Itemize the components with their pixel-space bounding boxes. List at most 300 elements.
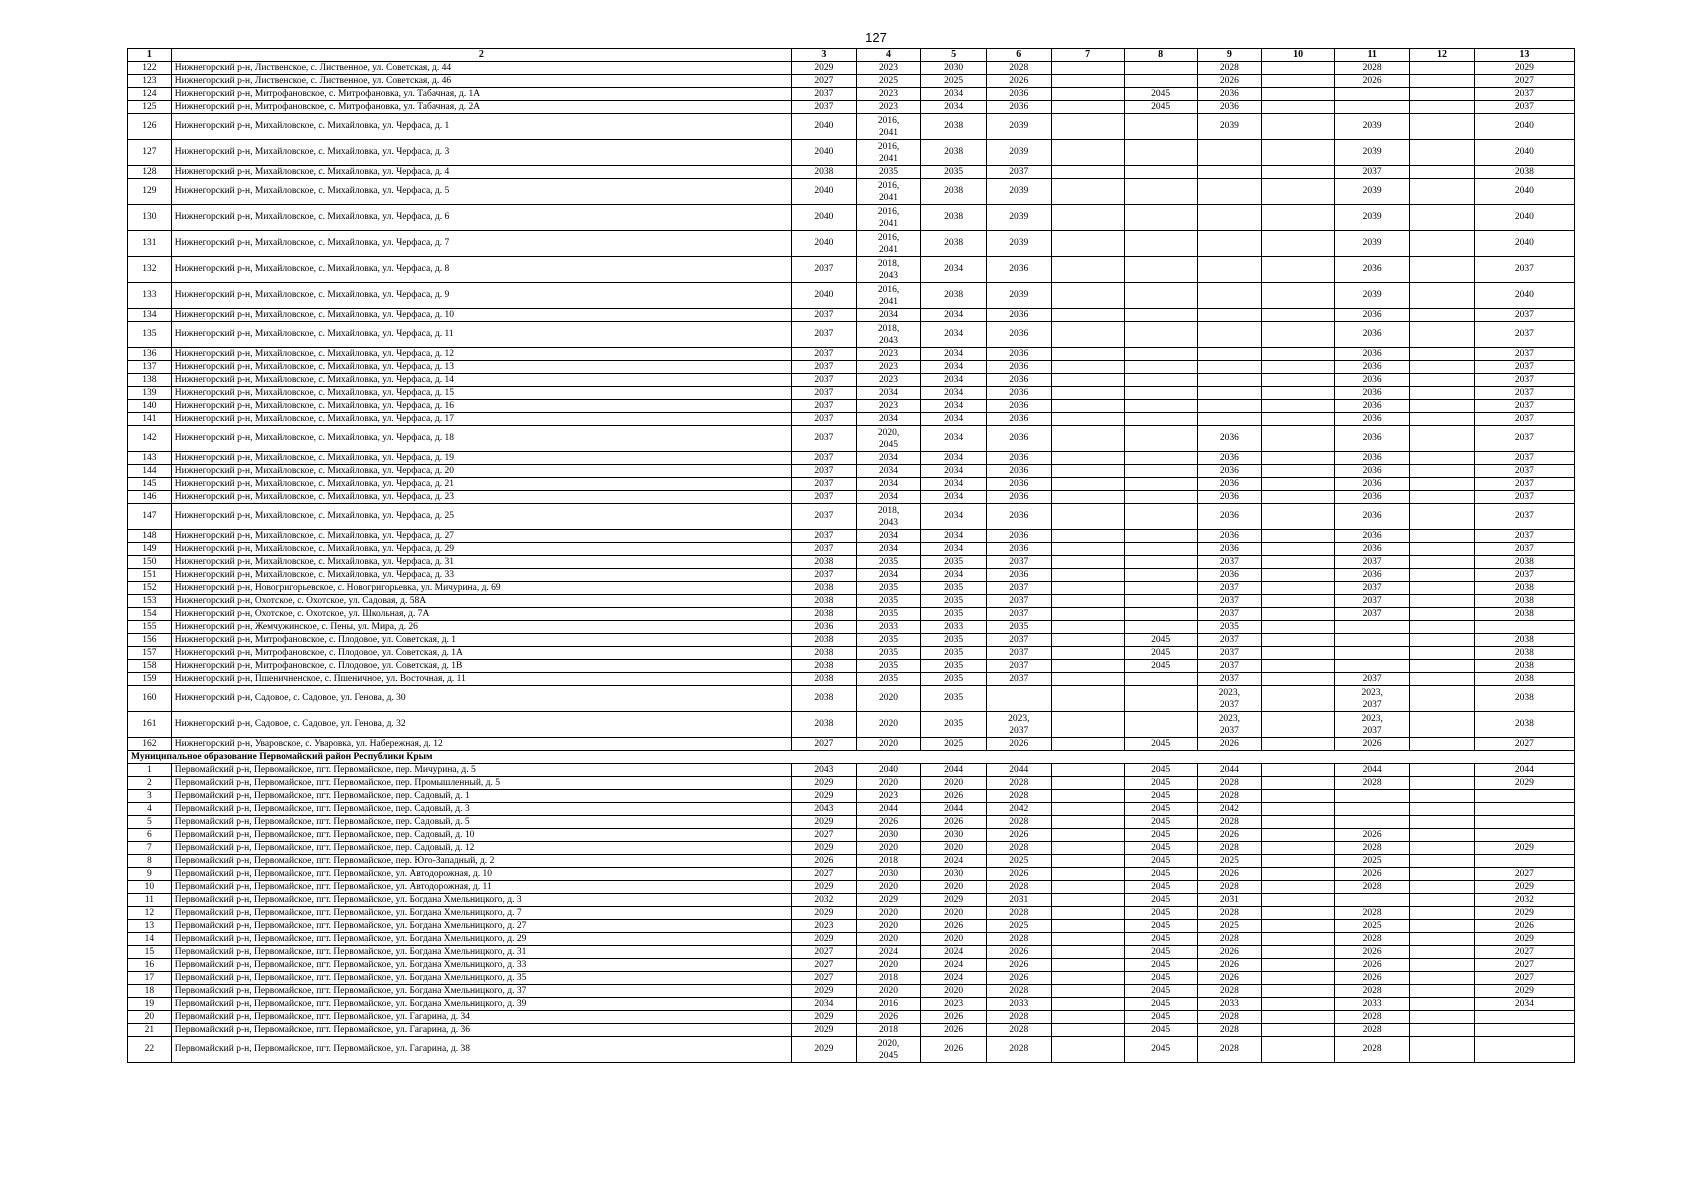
- year-cell-c8: [1124, 530, 1197, 543]
- year-cell-c3: 2037: [792, 543, 857, 556]
- year-cell-c11: 2039: [1335, 140, 1410, 166]
- year-cell-c9: [1197, 166, 1262, 179]
- year-cell-c7: [1051, 478, 1124, 491]
- row-number: 146: [128, 491, 172, 504]
- year-cell-c5: 2034: [921, 374, 987, 387]
- year-cell-c9: [1197, 179, 1262, 205]
- year-cell-c13: 2029: [1474, 985, 1574, 998]
- year-cell-c11: [1335, 894, 1410, 907]
- year-cell-c6: 2036: [986, 101, 1051, 114]
- year-cell-c10: [1262, 400, 1335, 413]
- address-cell: Первомайский р-н, Первомайское, пгт. Первомайское, ул. Богдана Хмельницкого, д. 39: [171, 998, 791, 1011]
- year-cell-c10: [1262, 816, 1335, 829]
- year-cell-c4: 2023: [856, 374, 921, 387]
- year-cell-c10: [1262, 1024, 1335, 1037]
- year-cell-c6: 2036: [986, 322, 1051, 348]
- year-cell-c8: [1124, 309, 1197, 322]
- table-row: [128, 387, 1575, 400]
- year-cell-c7: [1051, 634, 1124, 647]
- row-number: 16: [128, 959, 172, 972]
- column-header-13: 13: [1474, 49, 1574, 62]
- year-cell-c12: [1410, 361, 1475, 374]
- year-cell-c10: [1262, 569, 1335, 582]
- year-cell-c10: [1262, 179, 1335, 205]
- year-cell-c13: 2037: [1474, 569, 1574, 582]
- address-cell: Первомайский р-н, Первомайское, пгт. Первомайское, пер. Садовый, д. 3: [171, 803, 791, 816]
- year-cell-c10: [1262, 361, 1335, 374]
- address-cell: Нижнегорский р-н, Михайловское, с. Михайловка, ул. Черфаса, д. 16: [171, 400, 791, 413]
- year-cell-c8: [1124, 543, 1197, 556]
- year-cell-c9: 2042: [1197, 803, 1262, 816]
- year-cell-c4: 2044: [856, 803, 921, 816]
- year-cell-c13: 2040: [1474, 231, 1574, 257]
- year-cell-c7: [1051, 465, 1124, 478]
- year-cell-c6: 2028: [986, 985, 1051, 998]
- year-cell-c10: [1262, 790, 1335, 803]
- year-cell-c9: 2036: [1197, 465, 1262, 478]
- year-cell-c6: 2036: [986, 452, 1051, 465]
- year-cell-c4: 2034: [856, 543, 921, 556]
- address-cell: Первомайский р-н, Первомайское, пгт. Первомайское, пер. Садовый, д. 1: [171, 790, 791, 803]
- year-cell-c5: 2024: [921, 959, 987, 972]
- year-cell-c5: 2034: [921, 88, 987, 101]
- year-cell-c4: 2035: [856, 647, 921, 660]
- year-cell-c10: [1262, 673, 1335, 686]
- year-cell-c3: 2029: [792, 881, 857, 894]
- year-cell-c5: 2020: [921, 907, 987, 920]
- year-cell-c4: 2016, 2041: [856, 231, 921, 257]
- year-cell-c3: 2027: [792, 959, 857, 972]
- year-cell-c12: [1410, 790, 1475, 803]
- year-cell-c10: [1262, 413, 1335, 426]
- year-cell-c5: 2034: [921, 257, 987, 283]
- year-cell-c7: [1051, 101, 1124, 114]
- year-cell-c5: 2034: [921, 491, 987, 504]
- address-cell: Нижнегорский р-н, Михайловское, с. Михайловка, ул. Черфаса, д. 21: [171, 478, 791, 491]
- year-cell-c10: [1262, 62, 1335, 75]
- table-row: [128, 842, 1575, 855]
- year-cell-c6: 2026: [986, 829, 1051, 842]
- year-cell-c9: [1197, 348, 1262, 361]
- year-cell-c8: [1124, 413, 1197, 426]
- row-number: 128: [128, 166, 172, 179]
- year-cell-c8: [1124, 712, 1197, 738]
- address-cell: Первомайский р-н, Первомайское, пгт. Первомайское, пер. Юго-Западный, д. 2: [171, 855, 791, 868]
- address-cell: Нижнегорский р-н, Митрофановское, с. Плодовое, ул. Советская, д. 1: [171, 634, 791, 647]
- year-cell-c6: 2028: [986, 881, 1051, 894]
- year-cell-c6: 2036: [986, 413, 1051, 426]
- year-cell-c3: 2043: [792, 803, 857, 816]
- year-cell-c5: 2038: [921, 140, 987, 166]
- year-cell-c6: 2037: [986, 608, 1051, 621]
- year-cell-c10: [1262, 660, 1335, 673]
- year-cell-c11: 2036: [1335, 374, 1410, 387]
- year-cell-c7: [1051, 452, 1124, 465]
- year-cell-c4: 2034: [856, 465, 921, 478]
- column-header-1: 1: [128, 49, 172, 62]
- year-cell-c6: 2028: [986, 842, 1051, 855]
- year-cell-c9: 2026: [1197, 868, 1262, 881]
- year-cell-c13: 2038: [1474, 660, 1574, 673]
- address-cell: Первомайский р-н, Первомайское, пгт. Первомайское, ул. Богдана Хмельницкого, д. 37: [171, 985, 791, 998]
- row-number: 22: [128, 1037, 172, 1063]
- year-cell-c7: [1051, 140, 1124, 166]
- year-cell-c3: 2029: [792, 1024, 857, 1037]
- year-cell-c7: [1051, 491, 1124, 504]
- year-cell-c10: [1262, 543, 1335, 556]
- year-cell-c8: [1124, 504, 1197, 530]
- year-cell-c5: 2035: [921, 647, 987, 660]
- year-cell-c12: [1410, 764, 1475, 777]
- address-cell: Нижнегорский р-н, Охотское, с. Охотское, ул. Школьная, д. 7А: [171, 608, 791, 621]
- year-cell-c12: [1410, 582, 1475, 595]
- year-cell-c5: 2035: [921, 712, 987, 738]
- year-cell-c6: 2039: [986, 114, 1051, 140]
- year-cell-c7: [1051, 608, 1124, 621]
- year-cell-c13: 2040: [1474, 179, 1574, 205]
- year-cell-c3: 2027: [792, 738, 857, 751]
- year-cell-c5: 2034: [921, 530, 987, 543]
- year-cell-c3: 2037: [792, 452, 857, 465]
- row-number: 145: [128, 478, 172, 491]
- year-cell-c10: [1262, 933, 1335, 946]
- year-cell-c5: 2026: [921, 1037, 987, 1063]
- year-cell-c4: 2035: [856, 634, 921, 647]
- year-cell-c6: 2042: [986, 803, 1051, 816]
- header-row: [128, 49, 1575, 62]
- year-cell-c11: 2028: [1335, 881, 1410, 894]
- table-row: [128, 426, 1575, 452]
- address-cell: Нижнегорский р-н, Михайловское, с. Михайловка, ул. Черфаса, д. 19: [171, 452, 791, 465]
- year-cell-c6: 2036: [986, 257, 1051, 283]
- year-cell-c13: 2038: [1474, 634, 1574, 647]
- row-number: 2: [128, 777, 172, 790]
- year-cell-c8: [1124, 140, 1197, 166]
- year-cell-c13: 2037: [1474, 413, 1574, 426]
- year-cell-c4: 2034: [856, 413, 921, 426]
- address-cell: Нижнегорский р-н, Митрофановское, с. Митрофановка, ул. Табачная, д. 2А: [171, 101, 791, 114]
- year-cell-c6: 2037: [986, 634, 1051, 647]
- year-cell-c8: [1124, 387, 1197, 400]
- year-cell-c10: [1262, 452, 1335, 465]
- year-cell-c7: [1051, 621, 1124, 634]
- year-cell-c11: 2037: [1335, 556, 1410, 569]
- year-cell-c12: [1410, 816, 1475, 829]
- year-cell-c11: 2037: [1335, 166, 1410, 179]
- year-cell-c5: 2026: [921, 1024, 987, 1037]
- year-cell-c8: 2045: [1124, 660, 1197, 673]
- year-cell-c5: 2026: [921, 816, 987, 829]
- year-cell-c4: 2018, 2043: [856, 322, 921, 348]
- year-cell-c5: 2034: [921, 543, 987, 556]
- year-cell-c3: 2029: [792, 62, 857, 75]
- table-row: [128, 998, 1575, 1011]
- year-cell-c11: [1335, 660, 1410, 673]
- address-cell: Нижнегорский р-н, Уваровское, с. Уваровка, ул. Набережная, д. 12: [171, 738, 791, 751]
- column-header-7: 7: [1051, 49, 1124, 62]
- year-cell-c13: 2027: [1474, 868, 1574, 881]
- year-cell-c7: [1051, 881, 1124, 894]
- year-cell-c6: 2026: [986, 738, 1051, 751]
- year-cell-c3: 2027: [792, 868, 857, 881]
- year-cell-c3: 2029: [792, 907, 857, 920]
- year-cell-c11: 2036: [1335, 452, 1410, 465]
- year-cell-c9: 2033: [1197, 998, 1262, 1011]
- year-cell-c6: 2036: [986, 504, 1051, 530]
- row-number: 144: [128, 465, 172, 478]
- year-cell-c4: 2029: [856, 894, 921, 907]
- year-cell-c7: [1051, 530, 1124, 543]
- year-cell-c11: 2037: [1335, 595, 1410, 608]
- section-header-row: [128, 751, 1575, 764]
- year-cell-c6: 2036: [986, 374, 1051, 387]
- year-cell-c5: 2026: [921, 1011, 987, 1024]
- year-cell-c4: 2035: [856, 582, 921, 595]
- row-number: 14: [128, 933, 172, 946]
- row-number: 153: [128, 595, 172, 608]
- table-row: [128, 673, 1575, 686]
- year-cell-c9: 2037: [1197, 582, 1262, 595]
- year-cell-c12: [1410, 894, 1475, 907]
- year-cell-c10: [1262, 907, 1335, 920]
- row-number: 156: [128, 634, 172, 647]
- address-cell: Первомайский р-н, Первомайское, пгт. Первомайское, ул. Богдана Хмельницкого, д. 29: [171, 933, 791, 946]
- year-cell-c13: 2037: [1474, 257, 1574, 283]
- year-cell-c9: 2036: [1197, 478, 1262, 491]
- table-row: [128, 348, 1575, 361]
- year-cell-c8: 2045: [1124, 894, 1197, 907]
- year-cell-c12: [1410, 88, 1475, 101]
- year-cell-c4: 2020: [856, 920, 921, 933]
- year-cell-c10: [1262, 998, 1335, 1011]
- year-cell-c7: [1051, 868, 1124, 881]
- year-cell-c12: [1410, 1024, 1475, 1037]
- year-cell-c3: 2037: [792, 413, 857, 426]
- year-cell-c4: 2025: [856, 75, 921, 88]
- year-cell-c13: 2040: [1474, 140, 1574, 166]
- year-cell-c7: [1051, 998, 1124, 1011]
- year-cell-c3: 2037: [792, 257, 857, 283]
- year-cell-c12: [1410, 309, 1475, 322]
- year-cell-c8: [1124, 673, 1197, 686]
- address-cell: Нижнегорский р-н, Михайловское, с. Михайловка, ул. Черфаса, д. 4: [171, 166, 791, 179]
- row-number: 124: [128, 88, 172, 101]
- year-cell-c3: 2040: [792, 114, 857, 140]
- year-cell-c6: 2028: [986, 790, 1051, 803]
- year-cell-c7: [1051, 114, 1124, 140]
- year-cell-c7: [1051, 205, 1124, 231]
- year-cell-c6: 2026: [986, 972, 1051, 985]
- address-cell: Первомайский р-н, Первомайское, пгт. Первомайское, ул. Гагарина, д. 34: [171, 1011, 791, 1024]
- year-cell-c3: 2040: [792, 205, 857, 231]
- year-cell-c3: 2029: [792, 1037, 857, 1063]
- table-row: [128, 1024, 1575, 1037]
- year-cell-c12: [1410, 842, 1475, 855]
- year-cell-c12: [1410, 868, 1475, 881]
- year-cell-c11: [1335, 803, 1410, 816]
- year-cell-c13: [1474, 1037, 1574, 1063]
- year-cell-c4: 2018, 2043: [856, 257, 921, 283]
- year-cell-c11: 2026: [1335, 829, 1410, 842]
- year-cell-c3: 2026: [792, 855, 857, 868]
- row-number: 7: [128, 842, 172, 855]
- year-cell-c9: 2028: [1197, 933, 1262, 946]
- row-number: 4: [128, 803, 172, 816]
- year-cell-c5: 2026: [921, 790, 987, 803]
- year-cell-c11: 2036: [1335, 309, 1410, 322]
- row-number: 162: [128, 738, 172, 751]
- row-number: 148: [128, 530, 172, 543]
- year-cell-c12: [1410, 608, 1475, 621]
- address-cell: Нижнегорский р-н, Михайловское, с. Михайловка, ул. Черфаса, д. 9: [171, 283, 791, 309]
- column-header-2: 2: [171, 49, 791, 62]
- year-cell-c13: 2038: [1474, 582, 1574, 595]
- year-cell-c5: 2023: [921, 998, 987, 1011]
- year-cell-c9: 2044: [1197, 764, 1262, 777]
- year-cell-c8: 2045: [1124, 855, 1197, 868]
- year-cell-c10: [1262, 75, 1335, 88]
- year-cell-c5: 2033: [921, 621, 987, 634]
- year-cell-c8: [1124, 621, 1197, 634]
- year-cell-c5: 2044: [921, 803, 987, 816]
- table-row: [128, 829, 1575, 842]
- address-cell: Нижнегорский р-н, Михайловское, с. Михайловка, ул. Черфаса, д. 33: [171, 569, 791, 582]
- table-row: [128, 452, 1575, 465]
- address-cell: Нижнегорский р-н, Митрофановское, с. Митрофановка, ул. Табачная, д. 1А: [171, 88, 791, 101]
- year-cell-c7: [1051, 1037, 1124, 1063]
- year-cell-c5: 2020: [921, 933, 987, 946]
- year-cell-c3: 2029: [792, 985, 857, 998]
- address-cell: Нижнегорский р-н, Михайловское, с. Михайловка, ул. Черфаса, д. 12: [171, 348, 791, 361]
- row-number: 138: [128, 374, 172, 387]
- year-cell-c11: 2026: [1335, 946, 1410, 959]
- year-cell-c7: [1051, 504, 1124, 530]
- year-cell-c4: 2035: [856, 660, 921, 673]
- year-cell-c4: 2034: [856, 569, 921, 582]
- row-number: 133: [128, 283, 172, 309]
- year-cell-c3: 2037: [792, 309, 857, 322]
- year-cell-c11: 2039: [1335, 283, 1410, 309]
- table-row: [128, 647, 1575, 660]
- year-cell-c7: [1051, 569, 1124, 582]
- table-row: [128, 1011, 1575, 1024]
- address-cell: Нижнегорский р-н, Михайловское, с. Михайловка, ул. Черфаса, д. 8: [171, 257, 791, 283]
- year-cell-c5: 2030: [921, 868, 987, 881]
- row-number: 11: [128, 894, 172, 907]
- year-cell-c10: [1262, 777, 1335, 790]
- row-number: 19: [128, 998, 172, 1011]
- year-cell-c13: 2037: [1474, 101, 1574, 114]
- year-cell-c5: 2029: [921, 894, 987, 907]
- year-cell-c4: 2023: [856, 88, 921, 101]
- year-cell-c13: 2037: [1474, 348, 1574, 361]
- year-cell-c7: [1051, 348, 1124, 361]
- year-cell-c7: [1051, 1011, 1124, 1024]
- year-cell-c8: 2045: [1124, 881, 1197, 894]
- year-cell-c12: [1410, 595, 1475, 608]
- year-cell-c9: [1197, 361, 1262, 374]
- table-row: [128, 894, 1575, 907]
- table-row: [128, 595, 1575, 608]
- year-cell-c8: 2045: [1124, 777, 1197, 790]
- year-cell-c10: [1262, 686, 1335, 712]
- year-cell-c3: 2036: [792, 621, 857, 634]
- year-cell-c6: 2039: [986, 140, 1051, 166]
- year-cell-c7: [1051, 595, 1124, 608]
- year-cell-c5: 2030: [921, 62, 987, 75]
- row-number: 150: [128, 556, 172, 569]
- year-cell-c5: 2035: [921, 166, 987, 179]
- year-cell-c5: 2034: [921, 465, 987, 478]
- year-cell-c8: 2045: [1124, 907, 1197, 920]
- year-cell-c9: 2039: [1197, 114, 1262, 140]
- table-row: [128, 257, 1575, 283]
- year-cell-c5: 2024: [921, 855, 987, 868]
- table-row: [128, 491, 1575, 504]
- year-cell-c11: 2026: [1335, 972, 1410, 985]
- year-cell-c13: [1474, 621, 1574, 634]
- year-cell-c8: [1124, 491, 1197, 504]
- row-number: 160: [128, 686, 172, 712]
- year-cell-c6: 2039: [986, 205, 1051, 231]
- address-cell: Нижнегорский р-н, Лиственское, с. Лиственное, ул. Советская, д. 44: [171, 62, 791, 75]
- year-cell-c5: 2034: [921, 452, 987, 465]
- year-cell-c6: 2036: [986, 348, 1051, 361]
- year-cell-c12: [1410, 114, 1475, 140]
- year-cell-c7: [1051, 322, 1124, 348]
- year-cell-c9: 2036: [1197, 530, 1262, 543]
- year-cell-c9: 2028: [1197, 1024, 1262, 1037]
- year-cell-c9: [1197, 205, 1262, 231]
- year-cell-c7: [1051, 1024, 1124, 1037]
- column-header-5: 5: [921, 49, 987, 62]
- year-cell-c11: [1335, 621, 1410, 634]
- year-cell-c6: 2036: [986, 465, 1051, 478]
- year-cell-c13: 2034: [1474, 998, 1574, 1011]
- year-cell-c12: [1410, 231, 1475, 257]
- year-cell-c4: 2034: [856, 478, 921, 491]
- year-cell-c13: [1474, 1011, 1574, 1024]
- year-cell-c7: [1051, 920, 1124, 933]
- year-cell-c5: 2034: [921, 569, 987, 582]
- year-cell-c8: [1124, 608, 1197, 621]
- row-number: 3: [128, 790, 172, 803]
- year-cell-c8: 2045: [1124, 868, 1197, 881]
- year-cell-c10: [1262, 166, 1335, 179]
- year-cell-c6: 2023, 2037: [986, 712, 1051, 738]
- year-cell-c8: 2045: [1124, 634, 1197, 647]
- row-number: 1: [128, 764, 172, 777]
- year-cell-c9: 2035: [1197, 621, 1262, 634]
- table-row: [128, 309, 1575, 322]
- year-cell-c12: [1410, 205, 1475, 231]
- year-cell-c5: 2035: [921, 634, 987, 647]
- year-cell-c13: 2037: [1474, 361, 1574, 374]
- year-cell-c4: 2020: [856, 933, 921, 946]
- year-cell-c10: [1262, 803, 1335, 816]
- address-cell: Первомайский р-н, Первомайское, пгт. Первомайское, пер. Промышленный, д. 5: [171, 777, 791, 790]
- table-row: [128, 920, 1575, 933]
- year-cell-c8: [1124, 205, 1197, 231]
- year-cell-c13: [1474, 816, 1574, 829]
- year-cell-c4: 2020: [856, 959, 921, 972]
- year-cell-c4: 2026: [856, 816, 921, 829]
- year-cell-c13: 2029: [1474, 881, 1574, 894]
- year-cell-c8: 2045: [1124, 1011, 1197, 1024]
- year-cell-c12: [1410, 426, 1475, 452]
- year-cell-c3: 2032: [792, 894, 857, 907]
- year-cell-c13: [1474, 790, 1574, 803]
